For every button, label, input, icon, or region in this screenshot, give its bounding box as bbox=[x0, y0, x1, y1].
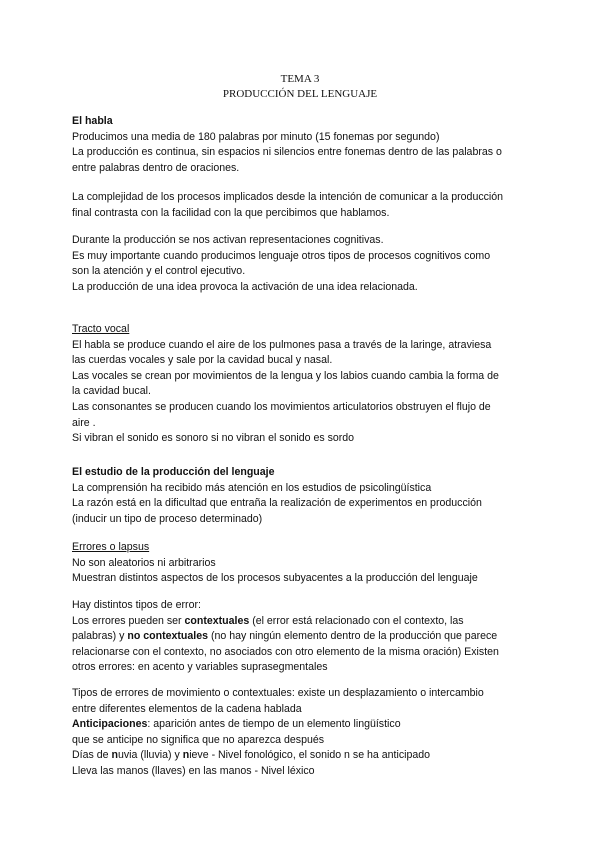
heading-errores-lapsus: Errores o lapsus bbox=[72, 541, 150, 553]
paragraph-line: Las vocales se crean por movimientos de la lengua y los labios cuando cambia la forma de bbox=[72, 369, 499, 382]
document-title bbox=[0, 72, 600, 102]
paragraph-line: aire . bbox=[72, 416, 96, 429]
heading-el-habla: El habla bbox=[72, 115, 113, 127]
text-run: ieve - Nivel fonológico, el sonido n se ha anticipado bbox=[189, 749, 431, 762]
paragraph-line: que se anticipe no significa que no aparezca después bbox=[72, 733, 325, 746]
paragraph-line: final contrasta con la facilidad con la que percibimos que hablamos. bbox=[72, 206, 390, 219]
paragraph-produccion bbox=[72, 233, 542, 295]
term-no-contextuales: no contextuales bbox=[127, 630, 209, 643]
section-el-habla bbox=[72, 114, 542, 176]
paragraph-line: No son aleatorios ni arbitrarios bbox=[72, 556, 216, 569]
example-line: Lleva las manos (llaves) en las manos - Nivel léxico bbox=[72, 764, 315, 777]
text-run: Días de bbox=[72, 749, 112, 762]
paragraph-line: Durante la producción se nos activan representaciones cognitivas. bbox=[72, 234, 384, 246]
paragraph-line bbox=[72, 629, 542, 645]
paragraph-line: Tipos de errores de movimiento o contextuales: existe un desplazamiento o intercambio bbox=[72, 687, 484, 699]
title-subject: PRODUCCIÓN DEL LENGUAJE bbox=[222, 88, 378, 100]
paragraph-line: Es muy importante cuando producimos lenguaje otros tipos de procesos cognitivos como bbox=[72, 249, 491, 262]
paragraph-line: La complejidad de los procesos implicados desde la intención de comunicar a la producción bbox=[72, 191, 504, 203]
heading-estudio-produccion: El estudio de la producción del lenguaje bbox=[72, 466, 275, 478]
example-line bbox=[72, 748, 542, 764]
paragraph-line: Si vibran el sonido es sonoro si no vibran el sonido es sordo bbox=[72, 432, 355, 445]
paragraph-line: La producción es continua, sin espacios ni silencios entre fonemas dentro de las palabras o bbox=[72, 146, 502, 159]
paragraph-tipos-error bbox=[72, 598, 542, 676]
text-run: : aparición antes de tiempo de un elemento lingüístico bbox=[147, 718, 401, 731]
paragraph-line: entre diferentes elementos de la cadena hablada bbox=[72, 702, 302, 715]
highlight-letter: n bbox=[182, 749, 190, 762]
text-run: (el error está relacionado con el contexto, las bbox=[249, 614, 464, 627]
paragraph-complejidad bbox=[72, 190, 542, 221]
paragraph-line: Muestran distintos aspectos de los procesos subyacentes a la producción del lenguaje bbox=[72, 572, 478, 585]
paragraph-line: Hay distintos tipos de error: bbox=[72, 599, 201, 611]
paragraph-line: son la atención y el control ejecutivo. bbox=[72, 265, 246, 278]
text-run: palabras) y bbox=[72, 630, 128, 643]
text-run: (no hay ningún elemento dentro de la producción que parece bbox=[208, 630, 498, 643]
paragraph-line: Las consonantes se producen cuando los movimientos articulatorios obstruyen el flujo de bbox=[72, 400, 491, 413]
paragraph-line: las cuerdas vocales y sale por la cavidad bucal y nasal. bbox=[72, 354, 333, 367]
paragraph-line: La razón está en la dificultad que entraña la realización de experimentos en producción bbox=[72, 497, 482, 510]
paragraph-line: La producción de una idea provoca la activación de una idea relacionada. bbox=[72, 280, 418, 293]
term-anticipaciones: Anticipaciones bbox=[72, 718, 148, 731]
paragraph-line: (inducir un tipo de proceso determinado) bbox=[72, 512, 263, 525]
paragraph-errores-movimiento bbox=[72, 686, 542, 780]
paragraph-line: Producimos una media de 180 palabras por minuto (15 fonemas por segundo) bbox=[72, 130, 440, 143]
paragraph-line: la cavidad bucal. bbox=[72, 385, 151, 398]
paragraph-line: La comprensión ha recibido más atención en los estudios de psicolingüística bbox=[72, 481, 432, 494]
paragraph-line bbox=[72, 717, 542, 733]
paragraph-line bbox=[72, 614, 542, 630]
section-tracto-vocal bbox=[72, 322, 542, 447]
paragraph-line: relacionarse con el contexto, no asociados con otro elemento de la misma oración) Existen bbox=[72, 645, 499, 658]
term-contextuales: contextuales bbox=[184, 614, 250, 627]
text-run: uvia (lluvia) y bbox=[117, 749, 183, 762]
title-topic: TEMA 3 bbox=[280, 73, 320, 85]
section-estudio-produccion bbox=[72, 465, 542, 527]
paragraph-line: otros errores: en acento y variables suprasegmentales bbox=[72, 661, 328, 674]
paragraph-line: El habla se produce cuando el aire de los pulmones pasa a través de la laringe, atraviesa bbox=[72, 338, 492, 351]
paragraph-line: entre palabras dentro de oraciones. bbox=[72, 161, 240, 174]
highlight-letter: n bbox=[111, 749, 118, 762]
text-run: Los errores pueden ser bbox=[72, 614, 185, 627]
section-errores-lapsus bbox=[72, 540, 542, 587]
heading-tracto-vocal: Tracto vocal bbox=[72, 323, 130, 335]
